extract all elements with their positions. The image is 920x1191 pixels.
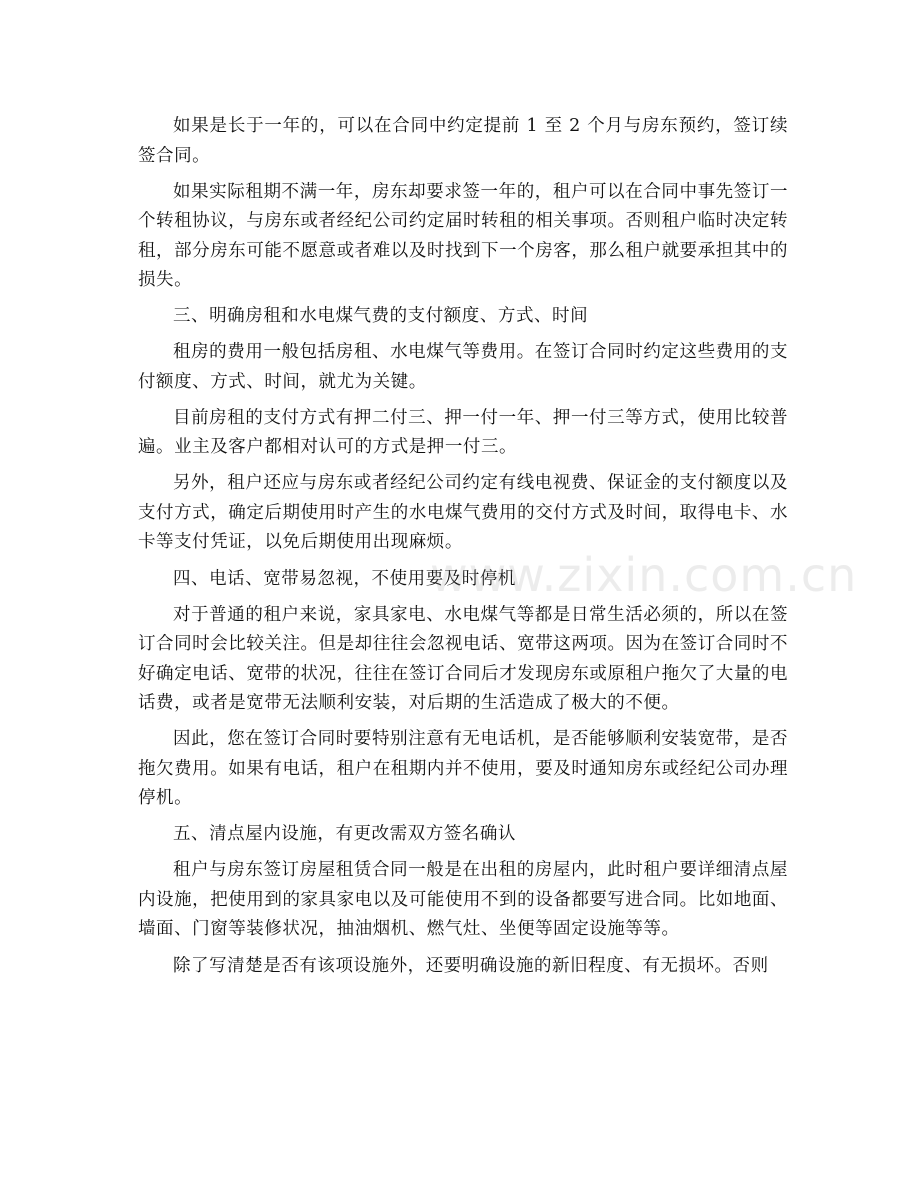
- paragraph-other-fees: 另外，租户还应与房东或者经纪公司约定有线电视费、保证金的支付额度以及支付方式，确定后期使用时产生的水电煤气费用的交付方式及时间，取得电卡、水卡等支付凭证，以免后期使用出现麻烦。: [138, 473, 788, 553]
- paragraph-condition: 除了写清楚是否有该项设施外，还要明确设施的新旧程度、有无损坏。否则: [173, 955, 769, 976]
- document-body: [138, 112, 788, 981]
- section-heading-phone-broadband: 四、电话、宽带易忽视，不使用要及时停机: [173, 568, 516, 589]
- paragraph-payment-methods: 目前房租的支付方式有押二付三、押一付一年、押一付三等方式，使用比较普遍。业主及客户都相对认可的方式是押一付三。: [138, 407, 788, 458]
- paragraph-inventory: 租户与房东签订房屋租赁合同一般是在出租的房屋内，此时租户要详细清点屋内设施，把使用到的家具家电以及可能使用不到的设备都要写进合同。比如地面、墙面、门窗等装修状况，抽油烟机、燃气灶、坐便等固定设施等等。: [138, 860, 788, 940]
- paragraph-phone-broadband: 对于普通的租户来说，家具家电、水电煤气等都是日常生活必须的，所以在签订合同时会比较关注。但是却往往会忽视电话、宽带这两项。因为在签订合同时不好确定电话、宽带的状况，往往在签订合同后才发现房东或原租户拖欠了大量的电话费，或者是宽带无法顺利安装，对后期的生活造成了极大的不便。: [138, 604, 788, 714]
- paragraph-sublease: 如果实际租期不满一年，房东却要求签一年的，租户可以在合同中事先签订一个转租协议，与房东或者经纪公司约定届时转租的相关事项。否则租户临时决定转租，部分房东可能不愿意或者难以及时找到下一个房客，那么租户就要承担其中的损失。: [138, 181, 788, 291]
- section-heading-fees: 三、明确房租和水电煤气费的支付额度、方式、时间: [173, 306, 589, 327]
- paragraph-phone-advice: 因此，您在签订合同时要特别注意有无电话机，是否能够顺利安装宽带，是否拖欠费用。如果有电话，租户在租期内并不使用，要及时通知房东或经纪公司办理停机。: [138, 729, 788, 809]
- watermark: www.zixin.com.cn: [430, 548, 858, 602]
- section-heading-inventory: 五、清点屋内设施，有更改需双方签名确认: [173, 824, 516, 845]
- paragraph-renewal: 如果是长于一年的，可以在合同中约定提前 1 至 2 个月与房东预约，签订续签合同。: [138, 116, 788, 166]
- paragraph-fees-intro: 租房的费用一般包括房租、水电煤气等费用。在签订合同时约定这些费用的支付额度、方式、时间，就尤为关键。: [138, 342, 788, 392]
